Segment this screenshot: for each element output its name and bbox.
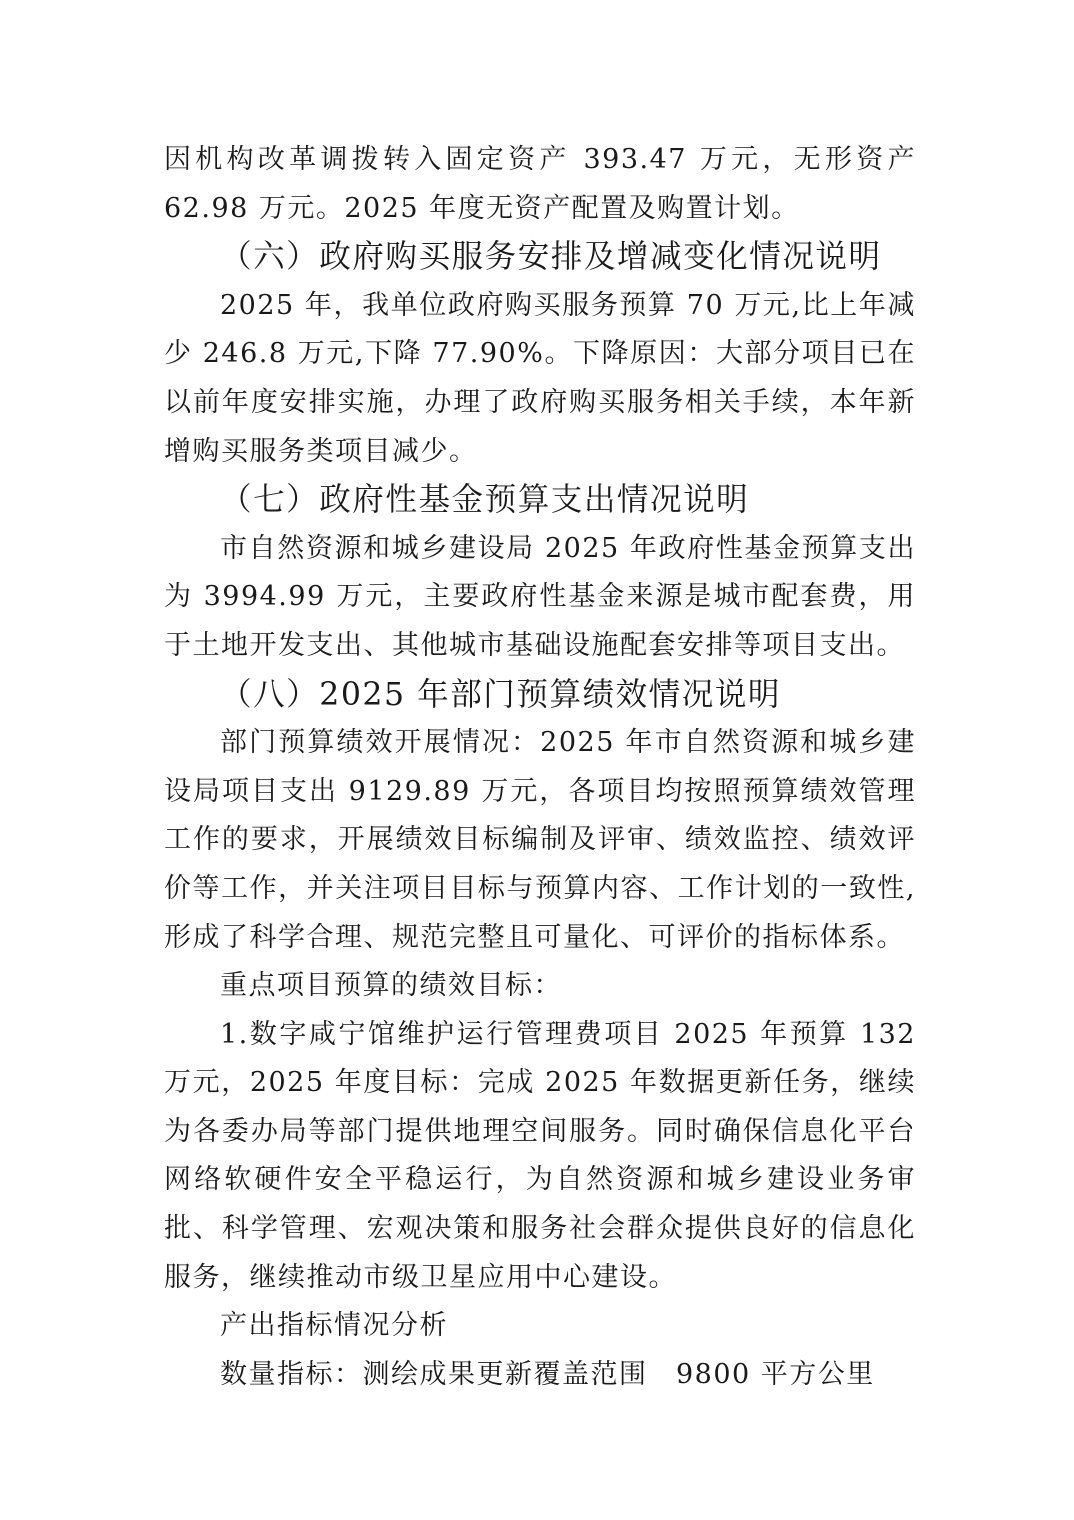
paragraph-government-fund: 市自然资源和城乡建设局 2025 年政府性基金预算支出为 3994.99 万元，主要政府性基金来源是城市配套费，用于土地开发支出、其他城市基础设施配套安排等项目支出。 [164,532,916,661]
paragraph-quantity-indicator: 数量指标：测绘成果更新覆盖范围 9800 平方公里 [220,1358,875,1390]
paragraph-purchase-services: 2025 年，我单位政府购买服务预算 70 万元,比上年减少 246.8 万元,下降 77.90%。下降原因：大部分项目已在以前年度安排实施，办理了政府购买服务相关手续，本年新增购买服务类项目减少。 [164,289,916,467]
section-heading-government-fund: （七）政府性基金预算支出情况说明 [220,482,750,519]
section-heading-performance: （八）2025 年部门预算绩效情况说明 [220,676,781,713]
document-body [164,136,916,1399]
paragraph-performance-overview: 部门预算绩效开展情况：2025 年市自然资源和城乡建设局项目支出 9129.89 万元，各项目均按照预算绩效管理工作的要求，开展绩效目标编制及评审、绩效监控、绩效评价等工作，并关注项目目标与预算内容、工作计划的一致性,形成了科学合理、规范完整且可量化、可评价的指标体系。 [164,727,916,953]
paragraph-output-indicator-analysis: 产出指标情况分析 [220,1310,448,1342]
paragraph-asset-transfer: 因机构改革调拨转入固定资产 393.47 万元，无形资产 62.98 万元。2025 年度无资产配置及购置计划。 [164,144,916,224]
section-heading-purchase-services: （六）政府购买服务安排及增减变化情况说明 [220,239,882,276]
paragraph-digital-xianning-project: 1.数字咸宁馆维护运行管理费项目 2025 年预算 132 万元，2025 年度目标：完成 2025 年数据更新任务，继续为各委办局等部门提供地理空间服务。同时确保信息化平台网络软硬件安全平稳运行，为自然资源和城乡建设业务审批、科学管理、宏观决策和服务社会群众提供良好的信息化服务，继续推动市级卫星应用中心建设。 [164,1018,916,1293]
paragraph-key-project-goals-label: 重点项目预算的绩效目标： [220,970,562,1002]
